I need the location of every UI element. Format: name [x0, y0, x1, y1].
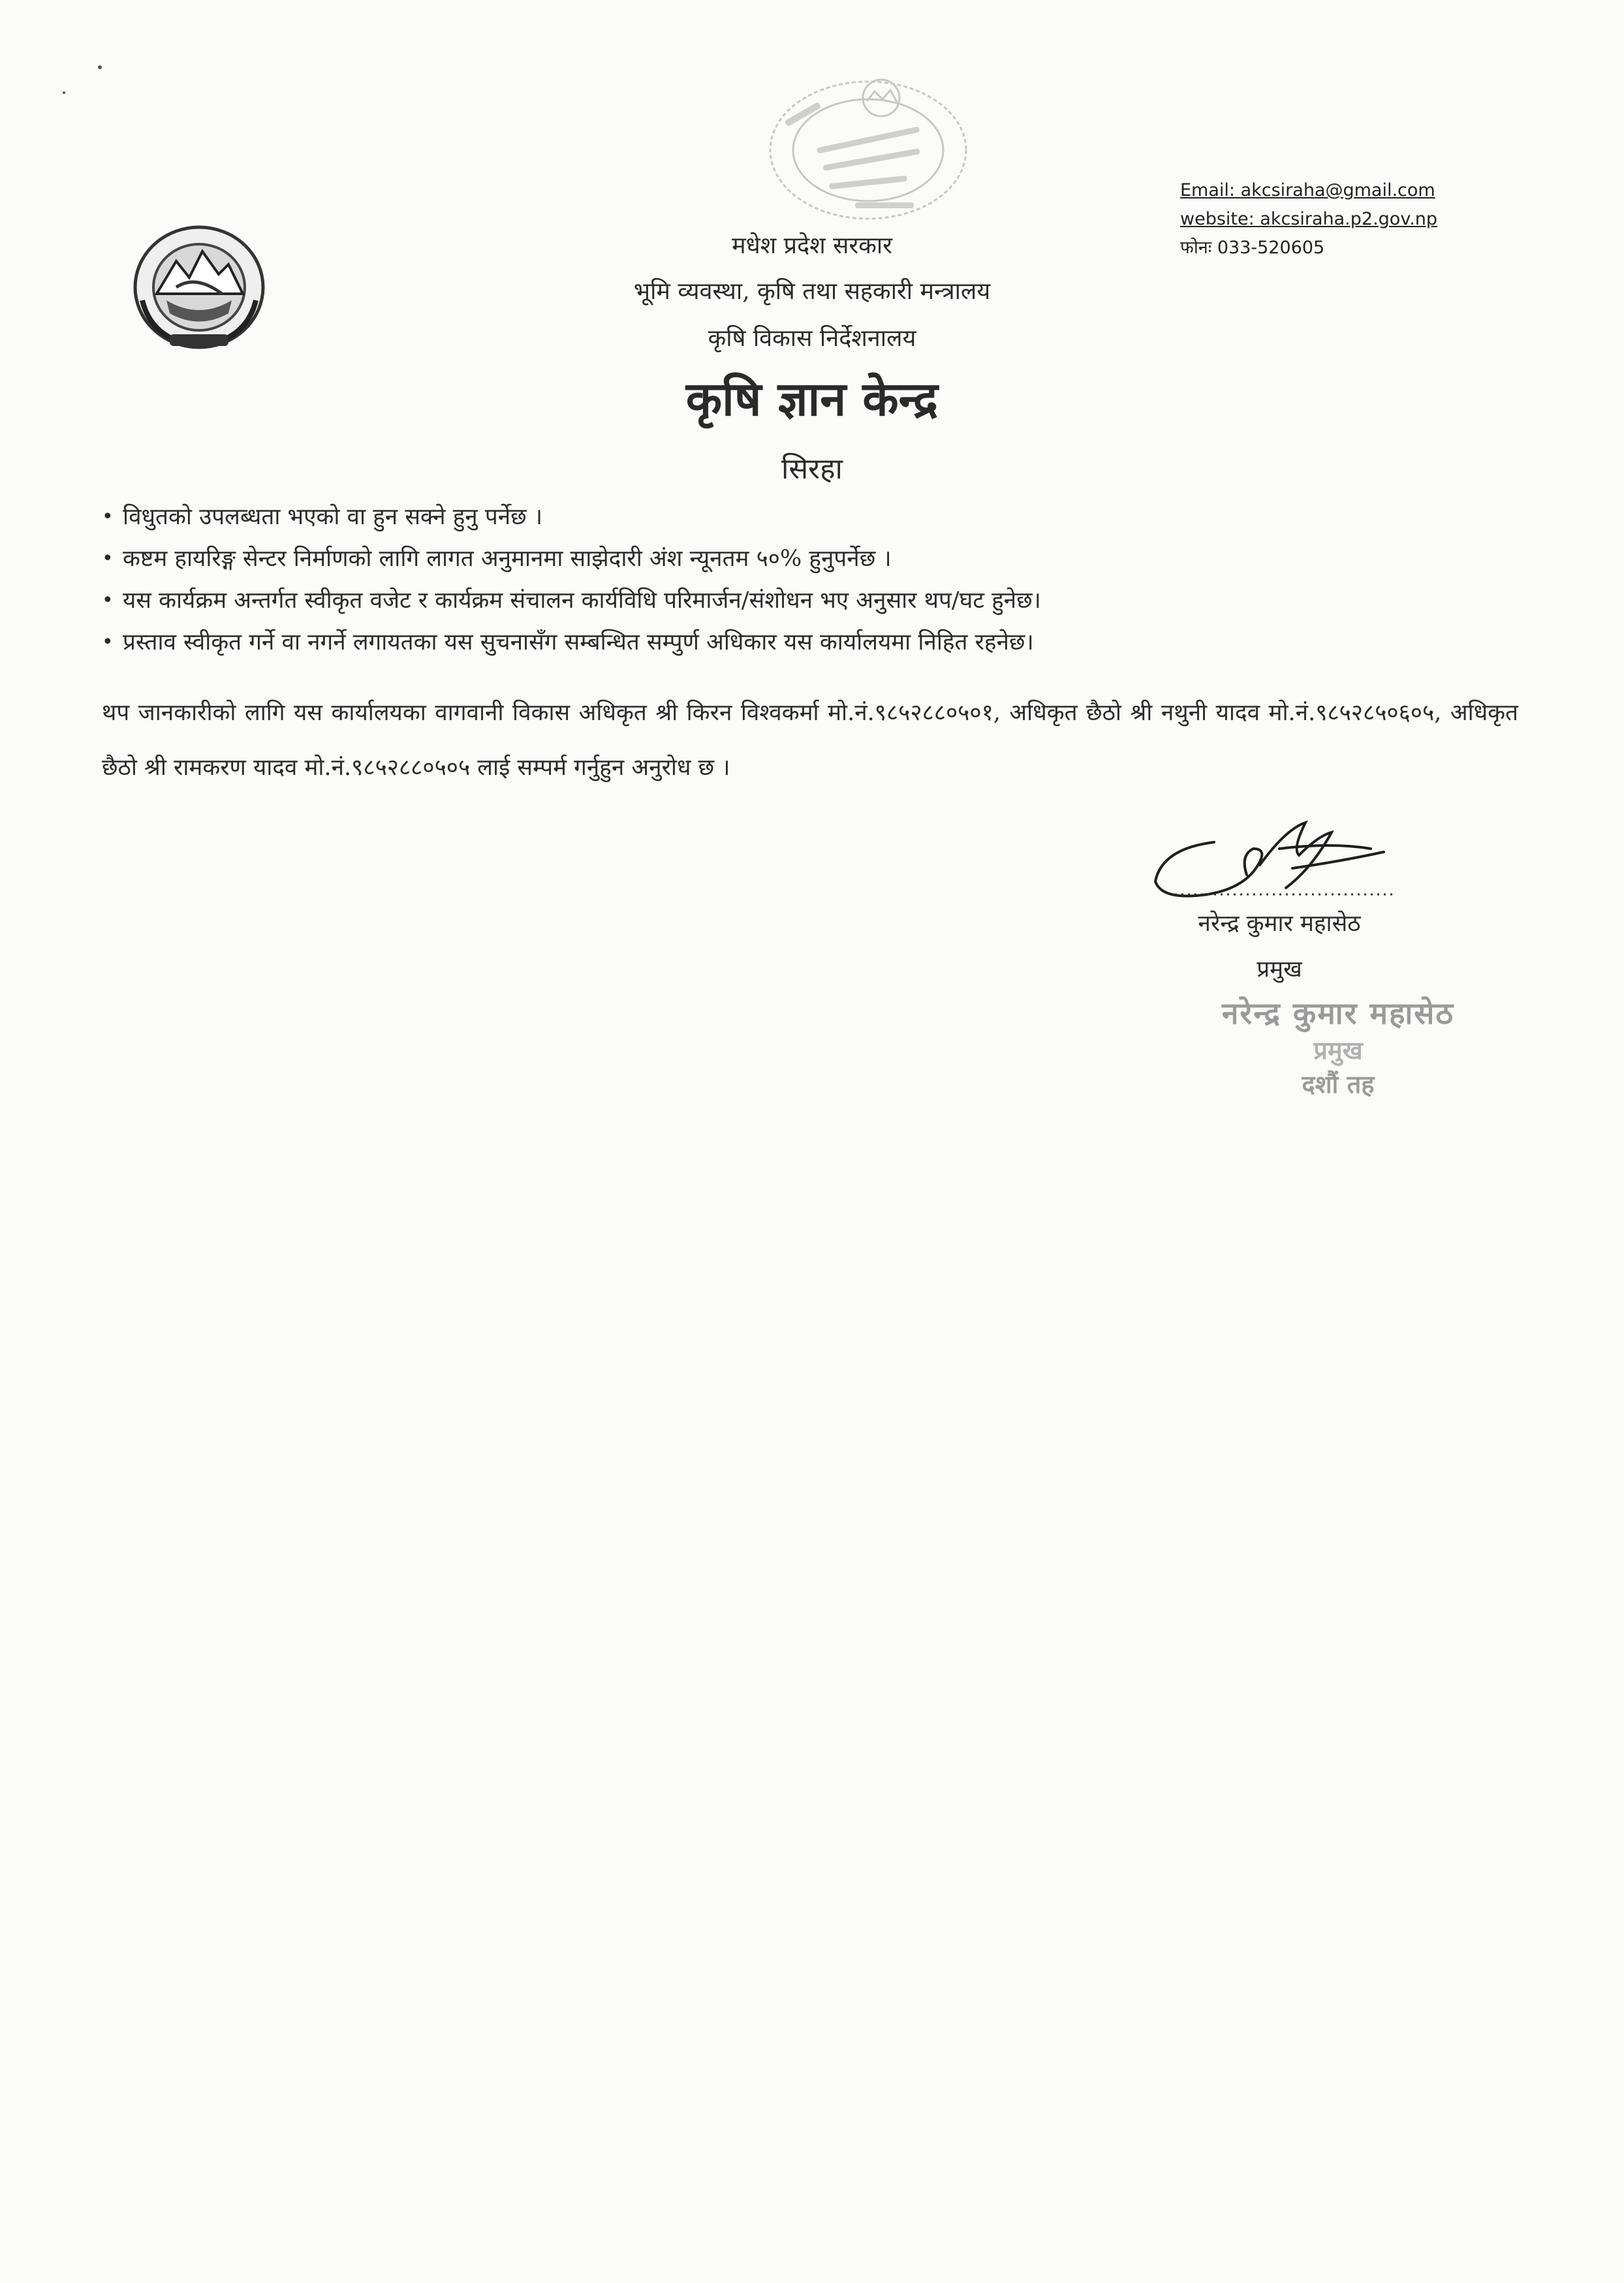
header-ministry: भूमि व्यवस्था, कृषि तथा सहकारी मन्त्रालय	[633, 278, 991, 305]
name-stamp	[1175, 992, 1501, 1101]
list-item-text: कष्टम हायरिङ्ग सेन्टर निर्माणको लागि लागत अनुमानमा साझेदारी अंश न्यूनतम ५०% हुनुपर्नेछ ।	[123, 546, 892, 572]
scan-speck	[63, 91, 65, 94]
scan-speck	[98, 65, 102, 69]
contact-paragraph: थप जानकारीको लागि यस कार्यालयका वागवानी विकास अधिकृत श्री किरन विश्वकर्मा मो.नं.९८५२८८०५०१, अधिकृत छैठो श्री नथुनी यादव मो.नं.९८५२८५०६०५, अधिकृत छैठो श्री रामकरण यादव मो.नं.९८५२८८०५०५ लाई सम्पर्म गर्नुहुन अनुरोध छ ।	[102, 700, 1518, 781]
contact-block	[1180, 176, 1437, 262]
stamp-name: नरेन्द्र कुमार महासेठ	[1221, 996, 1455, 1031]
contact-email[interactable]: Email: akcsiraha@gmail.com	[1180, 180, 1435, 200]
header-office-title: कृषि ज्ञान केन्द्र	[685, 371, 939, 426]
list-item	[98, 580, 1534, 622]
list-item	[98, 538, 1534, 580]
bullet-icon: •	[102, 547, 114, 570]
stamp-title: प्रमुख	[1313, 1035, 1363, 1065]
nepal-emblem-icon	[131, 222, 268, 353]
office-seal-icon	[757, 65, 979, 235]
header-directorate: कृषि विकास निर्देशनालय	[708, 325, 916, 352]
contact-website[interactable]: website: akcsiraha.p2.gov.np	[1180, 209, 1438, 229]
signatory-title: प्रमुख	[1257, 956, 1302, 983]
list-item	[98, 496, 1534, 538]
list-item	[98, 622, 1534, 663]
header-government: मधेश प्रदेश सरकार	[732, 232, 892, 259]
header-location: सिरहा	[781, 452, 843, 486]
bullet-icon: •	[102, 505, 114, 528]
conditions-list	[98, 496, 1534, 663]
contact-phone: फोनः 033-520605	[1180, 238, 1325, 258]
signatory-name: नरेन्द्र कुमार महासेठ	[1198, 911, 1361, 937]
list-item-text: यस कार्यक्रम अन्तर्गत स्वीकृत वजेट र कार्यक्रम संचालन कार्यविधि परिमार्जन/संशोधन भए अनुसार थप/घट हुनेछ।	[123, 588, 1041, 614]
stamp-rank: दशौं तह	[1302, 1069, 1375, 1099]
list-item-text: विधुतको उपलब्धता भएको वा हुन सक्ने हुनु पर्नेछ ।	[123, 504, 543, 530]
list-item-text: प्रस्ताव स्वीकृत गर्ने वा नगर्ने लगायतका यस सुचनासँग सम्बन्धित सम्पुर्ण अधिकार यस कार्यालयमा निहित रहनेछ।	[123, 629, 1034, 655]
handwritten-signature-icon	[1136, 803, 1410, 914]
bullet-icon: •	[102, 631, 114, 653]
bullet-icon: •	[102, 589, 114, 612]
